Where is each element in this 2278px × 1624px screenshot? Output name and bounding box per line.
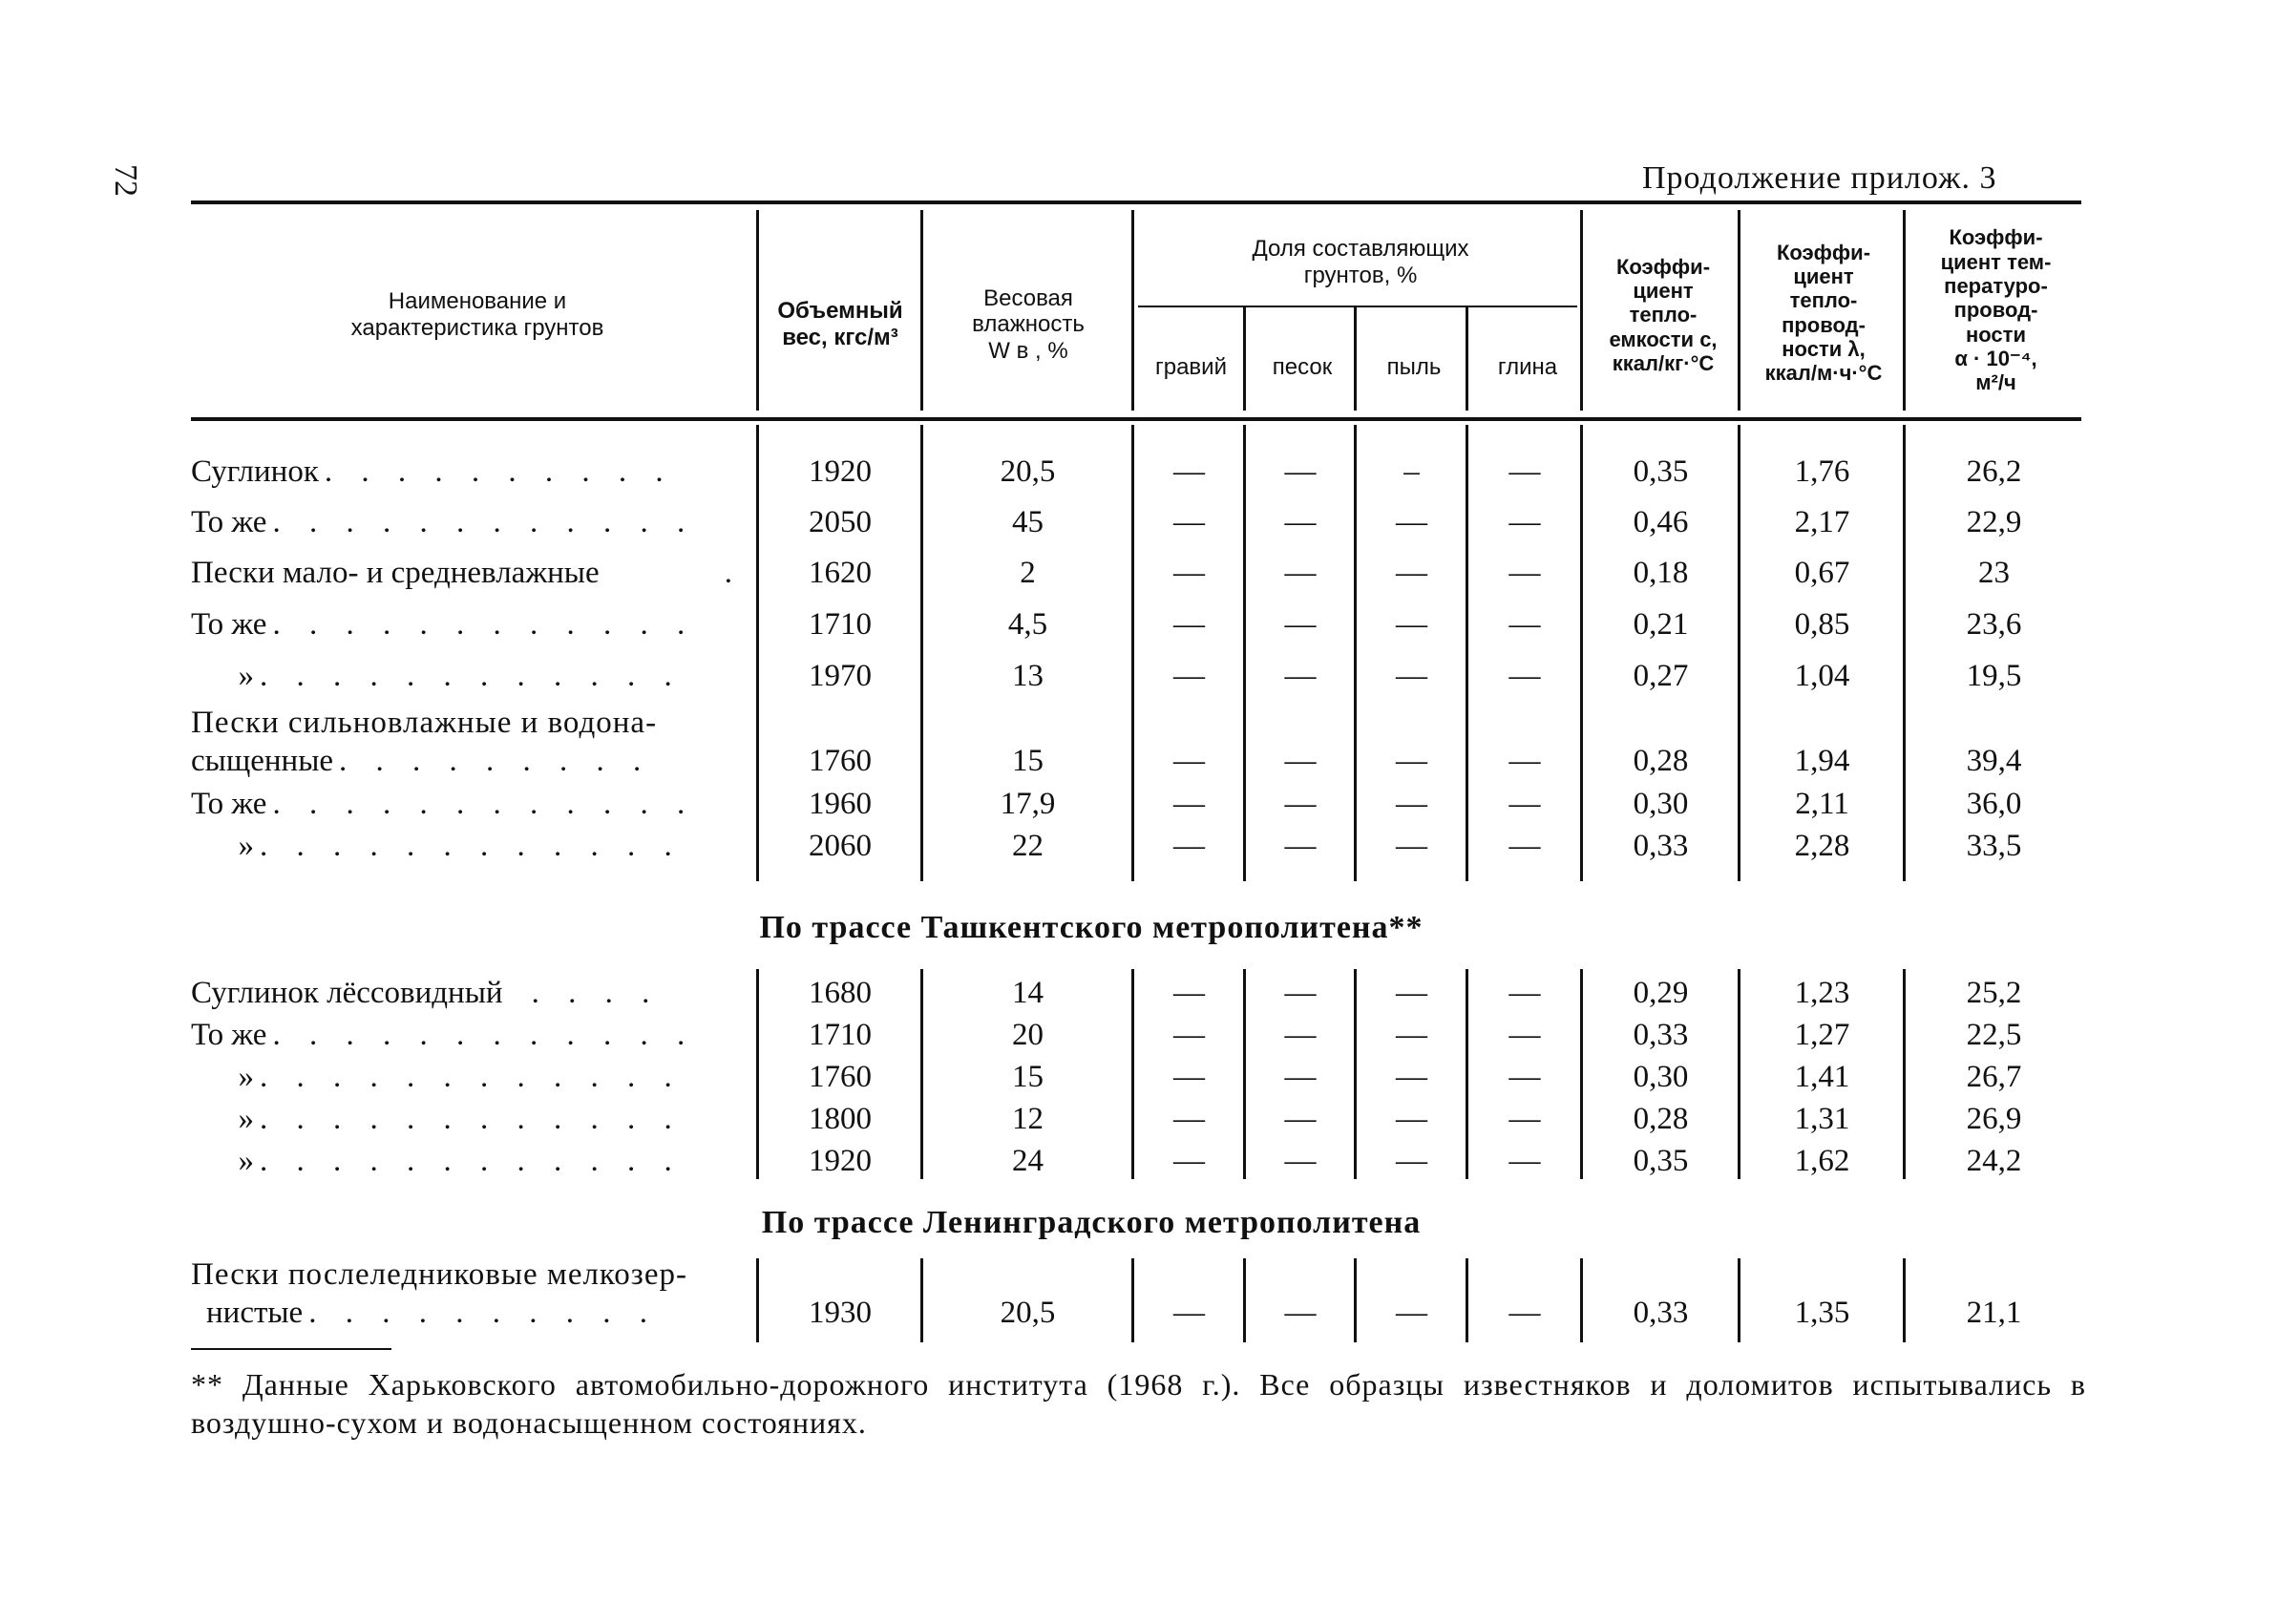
table-row: [0, 503, 2278, 541]
table-row: [0, 1058, 2278, 1096]
sand-cell: —: [1284, 504, 1317, 539]
conductivity-cell: 2,17: [1794, 504, 1850, 539]
gravel-cell: —: [1173, 828, 1205, 863]
moisture-cell: 15: [1012, 1059, 1044, 1094]
conductivity-cell: 1,41: [1794, 1059, 1850, 1094]
diffusivity-cell: 23: [1978, 555, 2010, 590]
soil-name: Пески послеледниковые мелкозер- нистые . . . . . . . . . .: [191, 1256, 687, 1330]
heat-capacity-cell: 0,35: [1633, 453, 1689, 489]
soil-name: » . . . . . . . . . . . .: [191, 658, 683, 693]
density-cell: 1620: [809, 555, 872, 590]
moisture-cell: 4,5: [1007, 606, 1048, 642]
dust-cell: –: [1403, 453, 1420, 489]
clay-cell: —: [1508, 1101, 1541, 1136]
sand-cell: —: [1284, 1059, 1317, 1094]
soil-name: » . . . . . . . . . . . .: [191, 1059, 683, 1094]
density-cell: 1760: [809, 743, 872, 778]
clay-cell: —: [1508, 658, 1541, 693]
conductivity-cell: 1,23: [1794, 975, 1850, 1010]
moisture-cell: 22: [1012, 828, 1044, 863]
diffusivity-cell: 39,4: [1966, 743, 2022, 778]
clay-cell: —: [1508, 555, 1541, 590]
header-divider: [1354, 307, 1357, 411]
header-conductivity: Коэффи- циент тепло- провод- ности λ, ккал/м·ч·°С: [1764, 240, 1883, 386]
table-row: [0, 827, 2278, 865]
header-density: Объемный вес, кгс/м³: [777, 298, 903, 350]
gravel-cell: —: [1173, 1101, 1205, 1136]
moisture-cell: 20: [1012, 1017, 1044, 1052]
header-diffusivity: Коэффи- циент тем- пературо- провод- ности α · 10⁻⁴, м²/ч: [1940, 225, 2052, 395]
table-row: [0, 704, 2278, 780]
moisture-cell: 45: [1012, 504, 1044, 539]
header-divider: [1466, 307, 1468, 411]
density-cell: 1760: [809, 1059, 872, 1094]
soil-name: Суглинок лёссовидный . . . .: [191, 975, 661, 1010]
conductivity-cell: 0,67: [1794, 555, 1850, 590]
clay-cell: —: [1508, 453, 1541, 489]
soil-name: То же . . . . . . . . . . . .: [191, 786, 696, 821]
gravel-cell: —: [1173, 606, 1205, 642]
clay-cell: —: [1508, 1143, 1541, 1178]
heat-capacity-cell: 0,18: [1633, 555, 1689, 590]
moisture-cell: 17,9: [1000, 786, 1056, 821]
diffusivity-cell: 22,5: [1966, 1017, 2022, 1052]
density-cell: 1920: [809, 453, 872, 489]
diffusivity-cell: 23,6: [1966, 606, 2022, 642]
density-cell: 1920: [809, 1143, 872, 1178]
diffusivity-cell: 21,1: [1966, 1295, 2022, 1330]
sand-cell: —: [1284, 606, 1317, 642]
soil-name: Пески мало- и средневлажные .: [191, 555, 743, 590]
soil-name: » . . . . . . . . . . . .: [191, 1101, 683, 1136]
heat-capacity-cell: 0,29: [1633, 975, 1689, 1010]
diffusivity-cell: 26,2: [1966, 453, 2022, 489]
clay-cell: —: [1508, 1059, 1541, 1094]
gravel-cell: —: [1173, 658, 1205, 693]
gravel-cell: —: [1173, 1295, 1205, 1330]
gravel-cell: —: [1173, 1143, 1205, 1178]
dust-cell: —: [1396, 1017, 1427, 1052]
gravel-cell: —: [1173, 504, 1205, 539]
density-cell: 1960: [809, 786, 872, 821]
sand-cell: —: [1284, 975, 1317, 1010]
density-cell: 2050: [809, 504, 872, 539]
section-heading-tashkent: По трассе Ташкентского метрополитена**: [759, 910, 1424, 945]
sand-cell: —: [1284, 743, 1317, 778]
page-number: 72: [108, 164, 143, 197]
clay-cell: —: [1508, 786, 1541, 821]
header-gravel: гравий: [1154, 354, 1227, 381]
density-cell: 1710: [809, 1017, 872, 1052]
sand-cell: —: [1284, 1295, 1317, 1330]
moisture-cell: 14: [1012, 975, 1044, 1010]
heat-capacity-cell: 0,46: [1633, 504, 1689, 539]
heat-capacity-cell: 0,30: [1633, 786, 1689, 821]
diffusivity-cell: 26,7: [1966, 1059, 2022, 1094]
moisture-cell: 20,5: [1000, 453, 1056, 489]
table-row: [0, 554, 2278, 592]
dust-cell: —: [1396, 786, 1427, 821]
sand-cell: —: [1284, 786, 1317, 821]
header-divider: [1580, 210, 1583, 411]
sand-cell: —: [1284, 1143, 1317, 1178]
header-sand: песок: [1272, 354, 1333, 381]
continuation-caption: Продолжение прилож. 3: [1642, 160, 1997, 196]
moisture-cell: 24: [1012, 1143, 1044, 1178]
diffusivity-cell: 33,5: [1966, 828, 2022, 863]
header-dust: пыль: [1386, 354, 1442, 381]
conductivity-cell: 2,11: [1795, 786, 1849, 821]
table-top-rule: [191, 200, 2081, 204]
table-row: [0, 1142, 2278, 1180]
moisture-cell: 15: [1012, 743, 1044, 778]
clay-cell: —: [1508, 975, 1541, 1010]
header-fraction-group: Доля составляющих грунтов, %: [1252, 236, 1469, 288]
dust-cell: —: [1396, 1143, 1427, 1178]
table-row: [0, 1100, 2278, 1138]
dust-cell: —: [1396, 743, 1427, 778]
density-cell: 1970: [809, 658, 872, 693]
table-row: [0, 605, 2278, 643]
table-row: [0, 657, 2278, 695]
header-clay: глина: [1497, 354, 1558, 381]
header-divider: [1243, 307, 1246, 411]
header-divider: [1903, 210, 1906, 411]
header-divider: [1131, 210, 1134, 411]
dust-cell: —: [1396, 1295, 1427, 1330]
conductivity-cell: 1,35: [1794, 1295, 1850, 1330]
conductivity-cell: 1,31: [1794, 1101, 1850, 1136]
moisture-cell: 2: [1020, 555, 1036, 590]
gravel-cell: —: [1173, 743, 1205, 778]
clay-cell: —: [1508, 606, 1541, 642]
soil-name: » . . . . . . . . . . . .: [191, 828, 683, 863]
soil-name: То же . . . . . . . . . . . .: [191, 606, 696, 642]
fraction-group-rule: [1138, 306, 1577, 307]
density-cell: 1930: [809, 1295, 872, 1330]
conductivity-cell: 2,28: [1794, 828, 1850, 863]
section-heading-leningrad: По трассе Ленинградского метрополитена: [761, 1205, 1422, 1240]
heat-capacity-cell: 0,33: [1633, 1295, 1689, 1330]
diffusivity-cell: 22,9: [1966, 504, 2022, 539]
moisture-cell: 20,5: [1000, 1295, 1056, 1330]
gravel-cell: —: [1173, 786, 1205, 821]
conductivity-cell: 1,62: [1794, 1143, 1850, 1178]
dust-cell: —: [1396, 658, 1427, 693]
dust-cell: —: [1396, 1059, 1427, 1094]
density-cell: 1680: [809, 975, 872, 1010]
gravel-cell: —: [1173, 453, 1205, 489]
dust-cell: —: [1396, 504, 1427, 539]
gravel-cell: —: [1173, 1017, 1205, 1052]
sand-cell: —: [1284, 453, 1317, 489]
header-divider: [756, 210, 759, 411]
gravel-cell: —: [1173, 555, 1205, 590]
header-divider: [920, 210, 923, 411]
sand-cell: —: [1284, 555, 1317, 590]
footnote: ** Данные Харьковского автомобильно-дорожного института (1968 г.). Все образцы известняков и доломитов испытывались в воздушно-сухом и водонасыщенном состояниях.: [191, 1367, 2086, 1440]
soil-name: То же . . . . . . . . . . . .: [191, 1017, 696, 1052]
diffusivity-cell: 19,5: [1966, 658, 2022, 693]
conductivity-cell: 1,27: [1794, 1017, 1850, 1052]
heat-capacity-cell: 0,35: [1633, 1143, 1689, 1178]
dust-cell: —: [1396, 1101, 1427, 1136]
header-heat-capacity: Коэффи- циент тепло- емкости с, ккал/кг·°С: [1609, 254, 1718, 375]
dust-cell: —: [1396, 975, 1427, 1010]
sand-cell: —: [1284, 828, 1317, 863]
dust-cell: —: [1396, 555, 1427, 590]
table-header-rule: [191, 417, 2081, 421]
density-cell: 1800: [809, 1101, 872, 1136]
soil-name: Пески сильновлажные и водона- сыщенные . . . . . . . . .: [191, 705, 658, 778]
clay-cell: —: [1508, 1295, 1541, 1330]
sand-cell: —: [1284, 1017, 1317, 1052]
soil-name: То же . . . . . . . . . . . .: [191, 504, 696, 539]
sand-cell: —: [1284, 1101, 1317, 1136]
dust-cell: —: [1396, 828, 1427, 863]
gravel-cell: —: [1173, 975, 1205, 1010]
diffusivity-cell: 36,0: [1966, 786, 2022, 821]
diffusivity-cell: 26,9: [1966, 1101, 2022, 1136]
conductivity-cell: 1,76: [1794, 453, 1850, 489]
dust-cell: —: [1396, 606, 1427, 642]
clay-cell: —: [1508, 1017, 1541, 1052]
soil-name: Суглинок . . . . . . . . . .: [191, 453, 674, 489]
density-cell: 1710: [809, 606, 872, 642]
diffusivity-cell: 24,2: [1966, 1143, 2022, 1178]
heat-capacity-cell: 0,27: [1633, 658, 1689, 693]
gravel-cell: —: [1173, 1059, 1205, 1094]
moisture-cell: 12: [1012, 1101, 1044, 1136]
clay-cell: —: [1508, 504, 1541, 539]
footnote-rule: [191, 1348, 391, 1350]
table-row: [0, 1016, 2278, 1054]
heat-capacity-cell: 0,30: [1633, 1059, 1689, 1094]
heat-capacity-cell: 0,33: [1633, 1017, 1689, 1052]
table-row: [0, 1255, 2278, 1332]
table-row: [0, 974, 2278, 1012]
moisture-cell: 13: [1012, 658, 1044, 693]
table-row: [0, 785, 2278, 823]
sand-cell: —: [1284, 658, 1317, 693]
heat-capacity-cell: 0,28: [1633, 743, 1689, 778]
heat-capacity-cell: 0,21: [1633, 606, 1689, 642]
conductivity-cell: 1,94: [1794, 743, 1850, 778]
heat-capacity-cell: 0,28: [1633, 1101, 1689, 1136]
soil-name: » . . . . . . . . . . . .: [191, 1143, 683, 1178]
header-name: Наименование и характеристика грунтов: [350, 288, 604, 341]
conductivity-cell: 1,04: [1794, 658, 1850, 693]
clay-cell: —: [1508, 743, 1541, 778]
clay-cell: —: [1508, 828, 1541, 863]
density-cell: 2060: [809, 828, 872, 863]
conductivity-cell: 0,85: [1794, 606, 1850, 642]
header-divider: [1738, 210, 1740, 411]
heat-capacity-cell: 0,33: [1633, 828, 1689, 863]
header-moisture: Весовая влажность W в , %: [972, 285, 1085, 364]
table-row: [0, 453, 2278, 491]
diffusivity-cell: 25,2: [1966, 975, 2022, 1010]
